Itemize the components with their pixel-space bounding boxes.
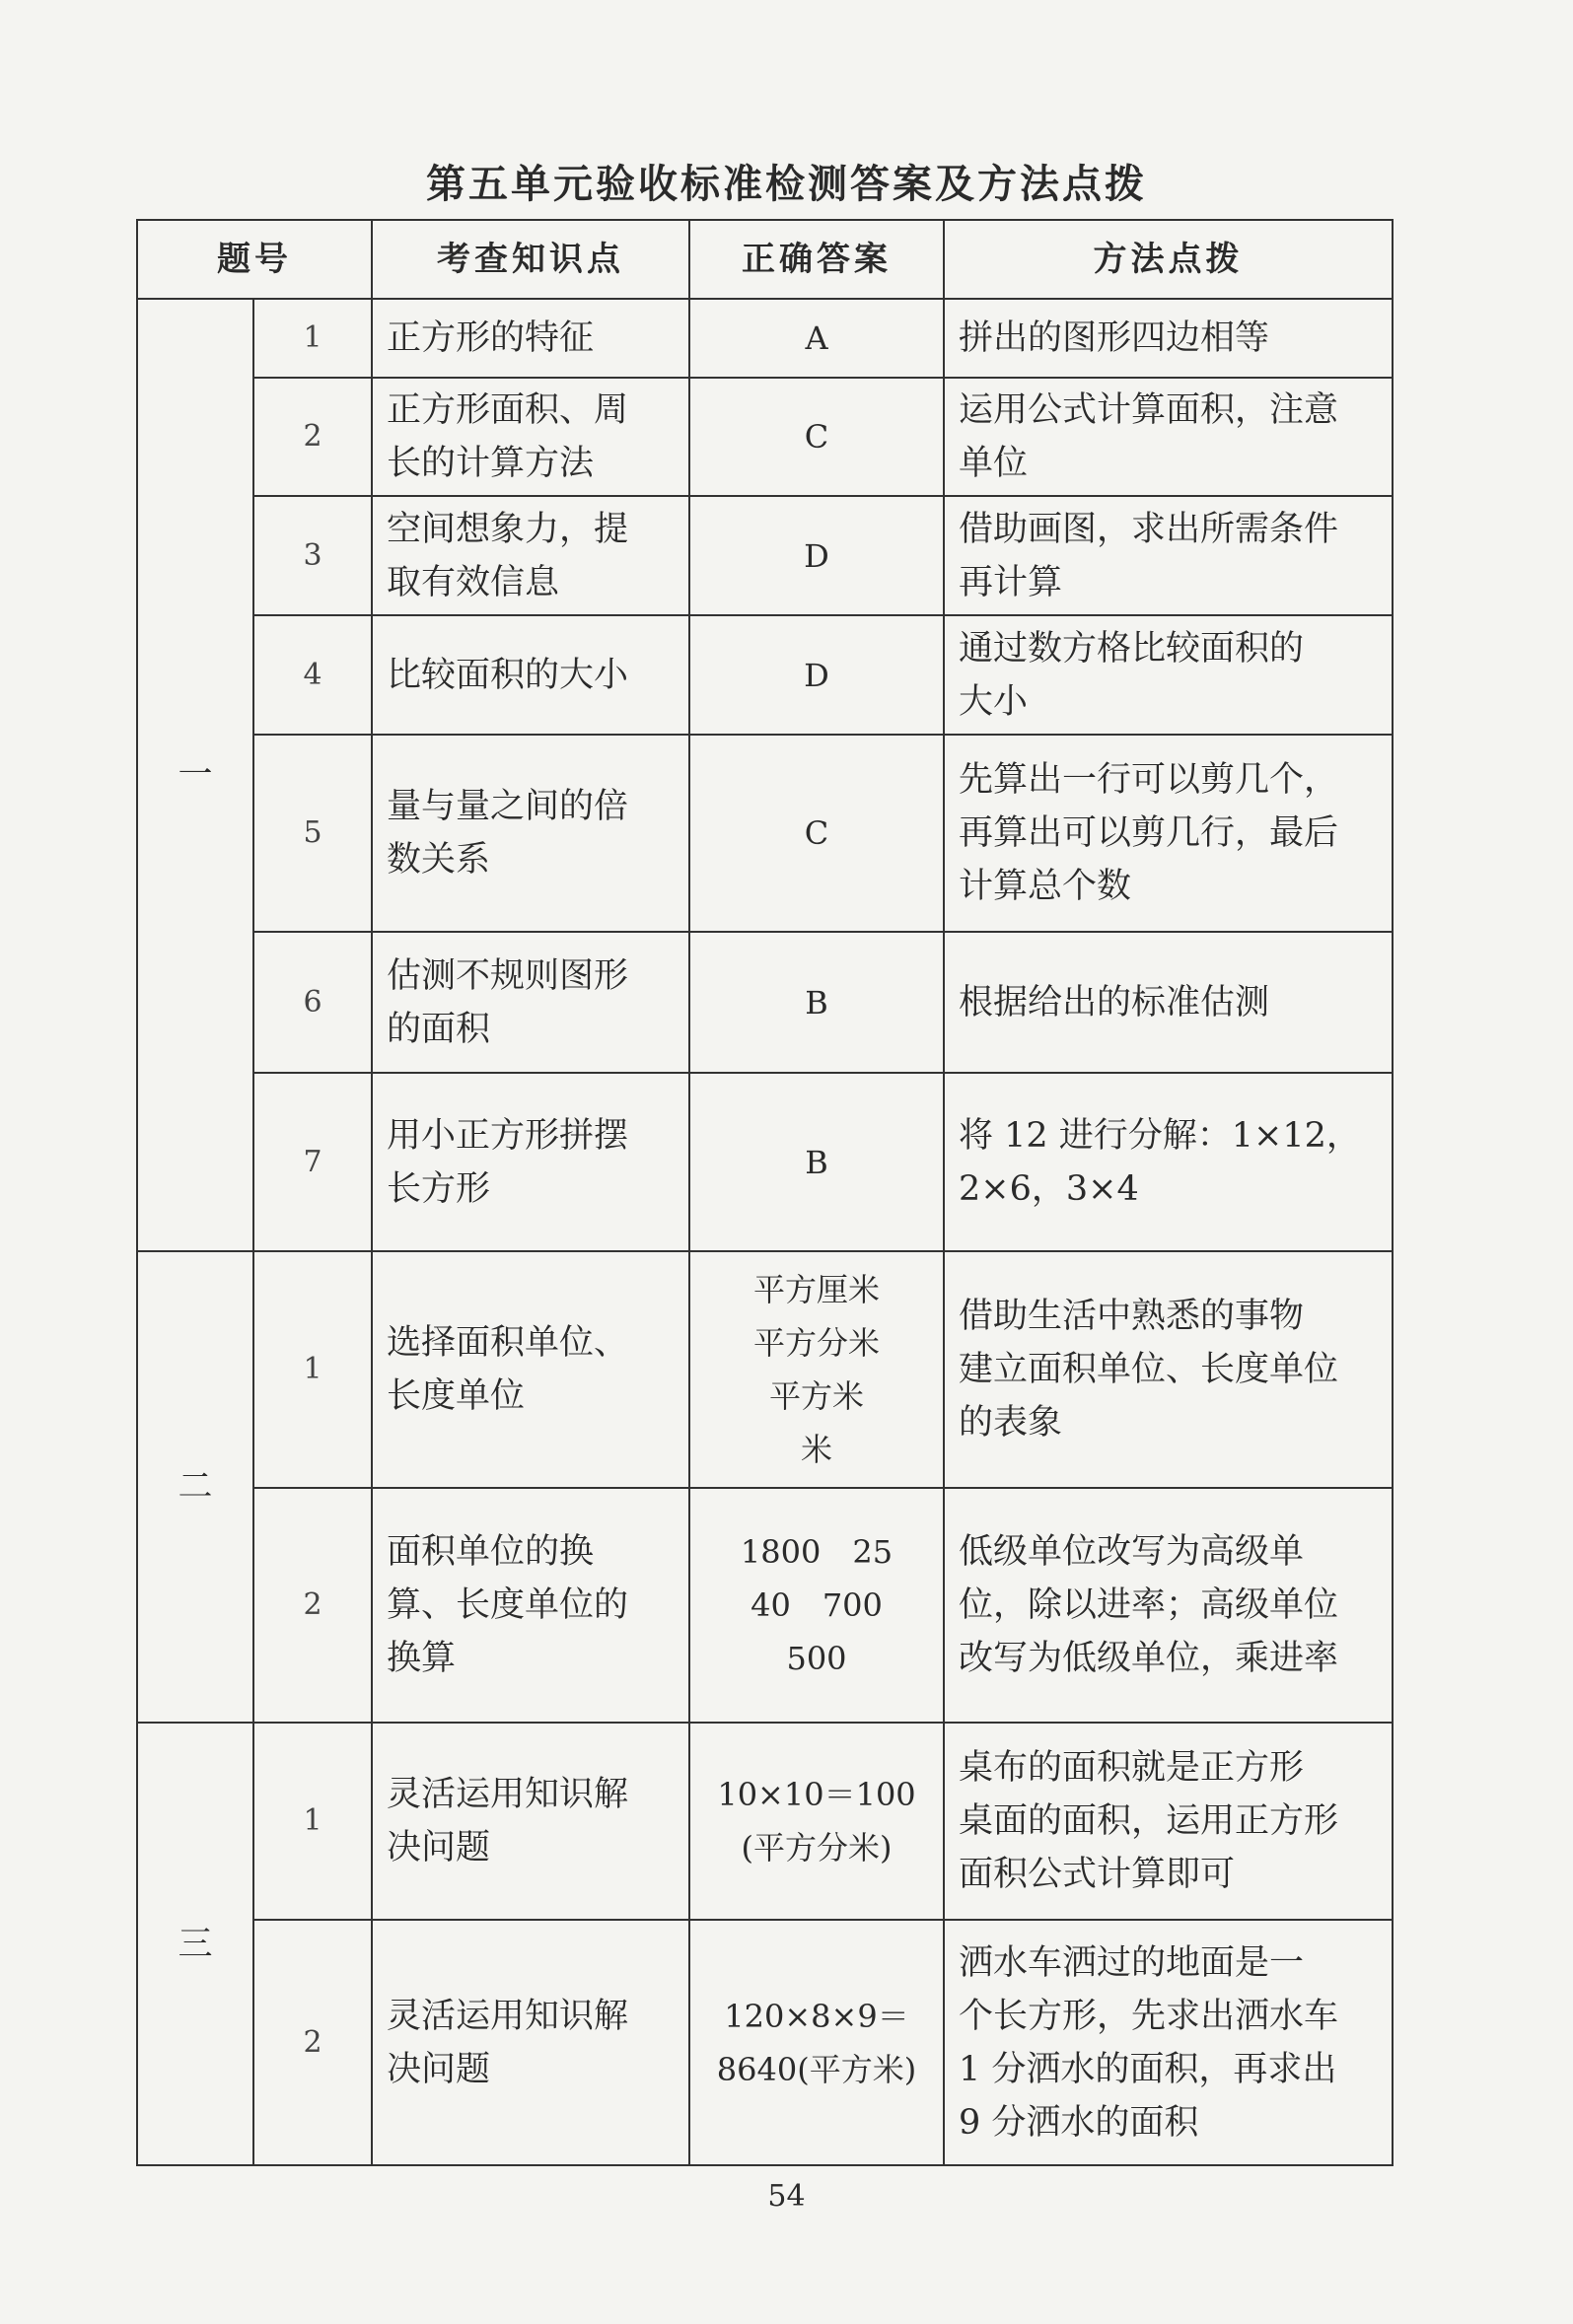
table-row (137, 1723, 1393, 1920)
question-number: 3 (253, 496, 372, 615)
answer-table (136, 219, 1394, 2166)
knowledge-point: 正方形的特征 (372, 299, 689, 378)
correct-answer: 120×8×9＝ 8640(平方米) (689, 1920, 944, 2165)
correct-answer: 1800 25 40 700 500 (689, 1488, 944, 1723)
knowledge-point: 选择面积单位、 长度单位 (372, 1251, 689, 1488)
method-tip: 桌布的面积就是正方形 桌面的面积，运用正方形 面积公式计算即可 (944, 1723, 1393, 1920)
table-row (137, 1251, 1393, 1488)
correct-answer: 10×10＝100 (平方分米) (689, 1723, 944, 1920)
question-number: 4 (253, 615, 372, 735)
question-number: 7 (253, 1073, 372, 1251)
table-row (137, 1920, 1393, 2165)
method-tip: 将 12 进行分解：1×12， 2×6，3×4 (944, 1073, 1393, 1251)
question-number: 1 (253, 1723, 372, 1920)
correct-answer: D (689, 496, 944, 615)
question-number: 2 (253, 1920, 372, 2165)
question-number: 1 (253, 1251, 372, 1488)
correct-answer: A (689, 299, 944, 378)
header-method: 方法点拨 (944, 220, 1393, 299)
table-header-row (137, 220, 1393, 299)
correct-answer: C (689, 735, 944, 932)
method-tip: 根据给出的标准估测 (944, 932, 1393, 1073)
knowledge-point: 灵活运用知识解 决问题 (372, 1723, 689, 1920)
table-row (137, 735, 1393, 932)
knowledge-point: 量与量之间的倍 数关系 (372, 735, 689, 932)
knowledge-point: 用小正方形拼摆 长方形 (372, 1073, 689, 1251)
method-tip: 通过数方格比较面积的 大小 (944, 615, 1393, 735)
knowledge-point: 空间想象力，提 取有效信息 (372, 496, 689, 615)
page-number: 54 (767, 2179, 806, 2214)
knowledge-point: 正方形面积、周 长的计算方法 (372, 378, 689, 496)
method-tip: 运用公式计算面积，注意 单位 (944, 378, 1393, 496)
method-tip: 低级单位改写为高级单 位，除以进率；高级单位 改写为低级单位，乘进率 (944, 1488, 1393, 1723)
correct-answer: D (689, 615, 944, 735)
question-number: 1 (253, 299, 372, 378)
question-number: 2 (253, 1488, 372, 1723)
section-label: 二 (137, 1251, 253, 1723)
method-tip: 先算出一行可以剪几个， 再算出可以剪几行，最后 计算总个数 (944, 735, 1393, 932)
header-knowledge: 考查知识点 (372, 220, 689, 299)
section-label: 一 (137, 299, 253, 1251)
knowledge-point: 面积单位的换 算、长度单位的 换算 (372, 1488, 689, 1723)
knowledge-point: 灵活运用知识解 决问题 (372, 1920, 689, 2165)
correct-answer: C (689, 378, 944, 496)
method-tip: 借助画图，求出所需条件 再计算 (944, 496, 1393, 615)
method-tip: 拼出的图形四边相等 (944, 299, 1393, 378)
knowledge-point: 估测不规则图形 的面积 (372, 932, 689, 1073)
method-tip: 借助生活中熟悉的事物 建立面积单位、长度单位 的表象 (944, 1251, 1393, 1488)
table-row (137, 378, 1393, 496)
question-number: 5 (253, 735, 372, 932)
question-number: 6 (253, 932, 372, 1073)
table-row (137, 1488, 1393, 1723)
correct-answer: B (689, 1073, 944, 1251)
method-tip: 洒水车洒过的地面是一 个长方形，先求出洒水车 1 分洒水的面积，再求出 9 分洒水的面积 (944, 1920, 1393, 2165)
question-number: 2 (253, 378, 372, 496)
table-row (137, 1073, 1393, 1251)
section-label: 三 (137, 1723, 253, 2165)
page-title: 第五单元验收标准检测答案及方法点拨 (426, 162, 1147, 207)
table-row (137, 615, 1393, 735)
correct-answer: B (689, 932, 944, 1073)
header-answer: 正确答案 (689, 220, 944, 299)
table-row (137, 496, 1393, 615)
correct-answer: 平方厘米 平方分米 平方米 米 (689, 1251, 944, 1488)
header-question-no: 题号 (137, 220, 372, 299)
table-row (137, 299, 1393, 378)
knowledge-point: 比较面积的大小 (372, 615, 689, 735)
table-row (137, 932, 1393, 1073)
